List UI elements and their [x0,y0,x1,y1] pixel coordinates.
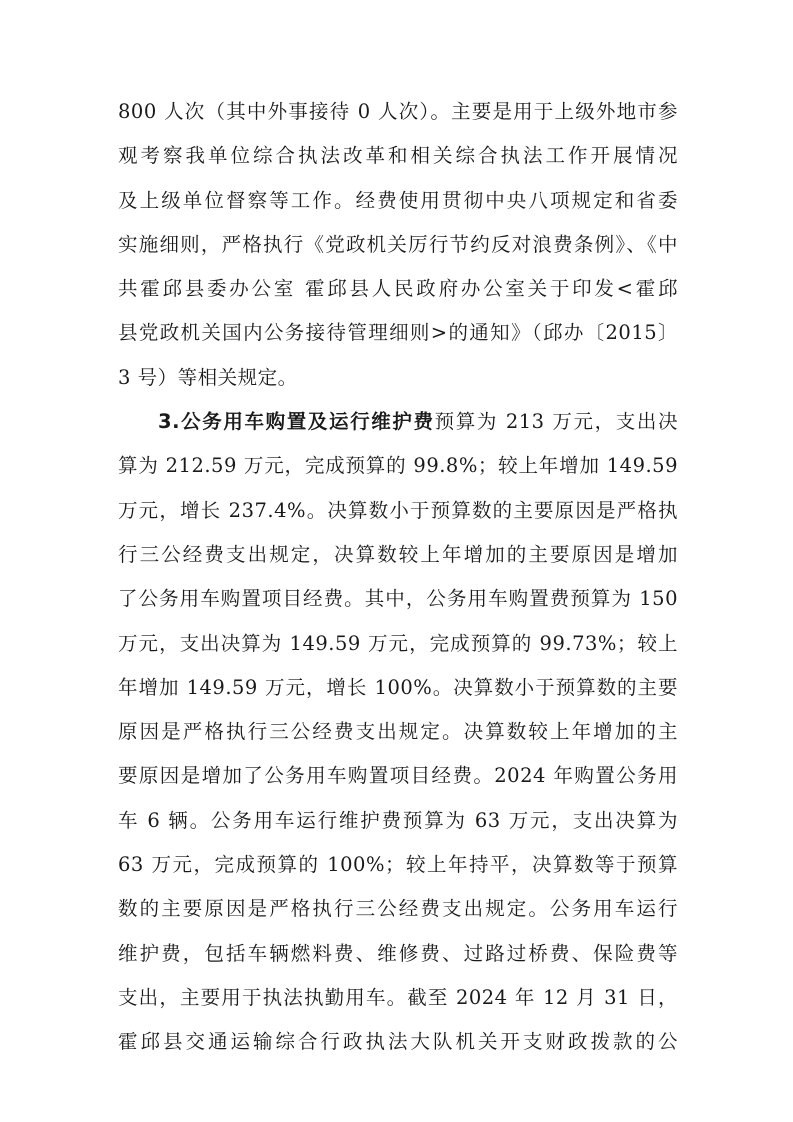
text-line: 观考察我单位综合执法改革和相关综合执法工作开展情况 [118,144,678,168]
text-line: 万元，增长 237.4%。决算数小于预算数的主要原因是严格执 [118,498,678,522]
text-line: 数的主要原因是严格执行三公经费支出规定。公务用车运行 [118,897,678,921]
text-line: 支出，主要用于执法执勤用车。截至 2024 年 12 月 31 日， [118,985,678,1009]
text-line: 了公务用车购置项目经费。其中，公务用车购置费预算为 150 [118,587,678,611]
text-line [118,400,678,444]
text-line: 及上级单位督察等工作。经费使用贯彻中央八项规定和省委 [118,188,678,212]
document-page [118,90,678,1065]
text-line: 万元，支出决算为 149.59 万元，完成预算的 99.73%；较上 [118,631,678,655]
paragraph-reception [118,90,678,400]
text-line: 原因是严格执行三公经费支出规定。决算数较上年增加的主 [118,720,678,744]
text-line: 共霍邱县委办公室 霍邱县人民政府办公室关于印发<霍邱 [118,277,678,301]
text-span: 预算为 213 万元，支出决 [434,410,678,434]
text-line: 县党政机关国内公务接待管理细则>的通知》（邱办〔2015〕 [118,321,678,345]
text-line: 霍邱县交通运输综合行政执法大队机关开支财政拨款的公 [118,1030,678,1054]
text-line: 3 号）等相关规定。 [118,365,298,389]
text-line: 算为 212.59 万元，完成预算的 99.8%；较上年增加 149.59 [118,454,678,478]
text-line: 车 6 辆。公务用车运行维护费预算为 63 万元，支出决算为 [118,808,678,832]
text-line: 实施细则，严格执行《党政机关厉行节约反对浪费条例》、《中 [118,232,678,256]
text-line: 800 人次（其中外事接待 0 人次）。主要是用于上级外地市参 [118,100,678,123]
text-line: 维护费，包括车辆燃料费、维修费、过路过桥费、保险费等 [118,941,678,965]
text-line: 行三公经费支出规定，决算数较上年增加的主要原因是增加 [118,542,678,566]
text-line: 要原因是增加了公务用车购置项目经费。2024 年购置公务用 [118,764,678,788]
text-line: 年增加 149.59 万元，增长 100%。决算数小于预算数的主要 [118,675,678,699]
paragraph-vehicle-costs [118,400,678,1064]
section-heading: 3.公务用车购置及运行维护费 [158,410,435,434]
text-line: 63 万元，完成预算的 100%；较上年持平，决算数等于预算 [118,853,678,877]
